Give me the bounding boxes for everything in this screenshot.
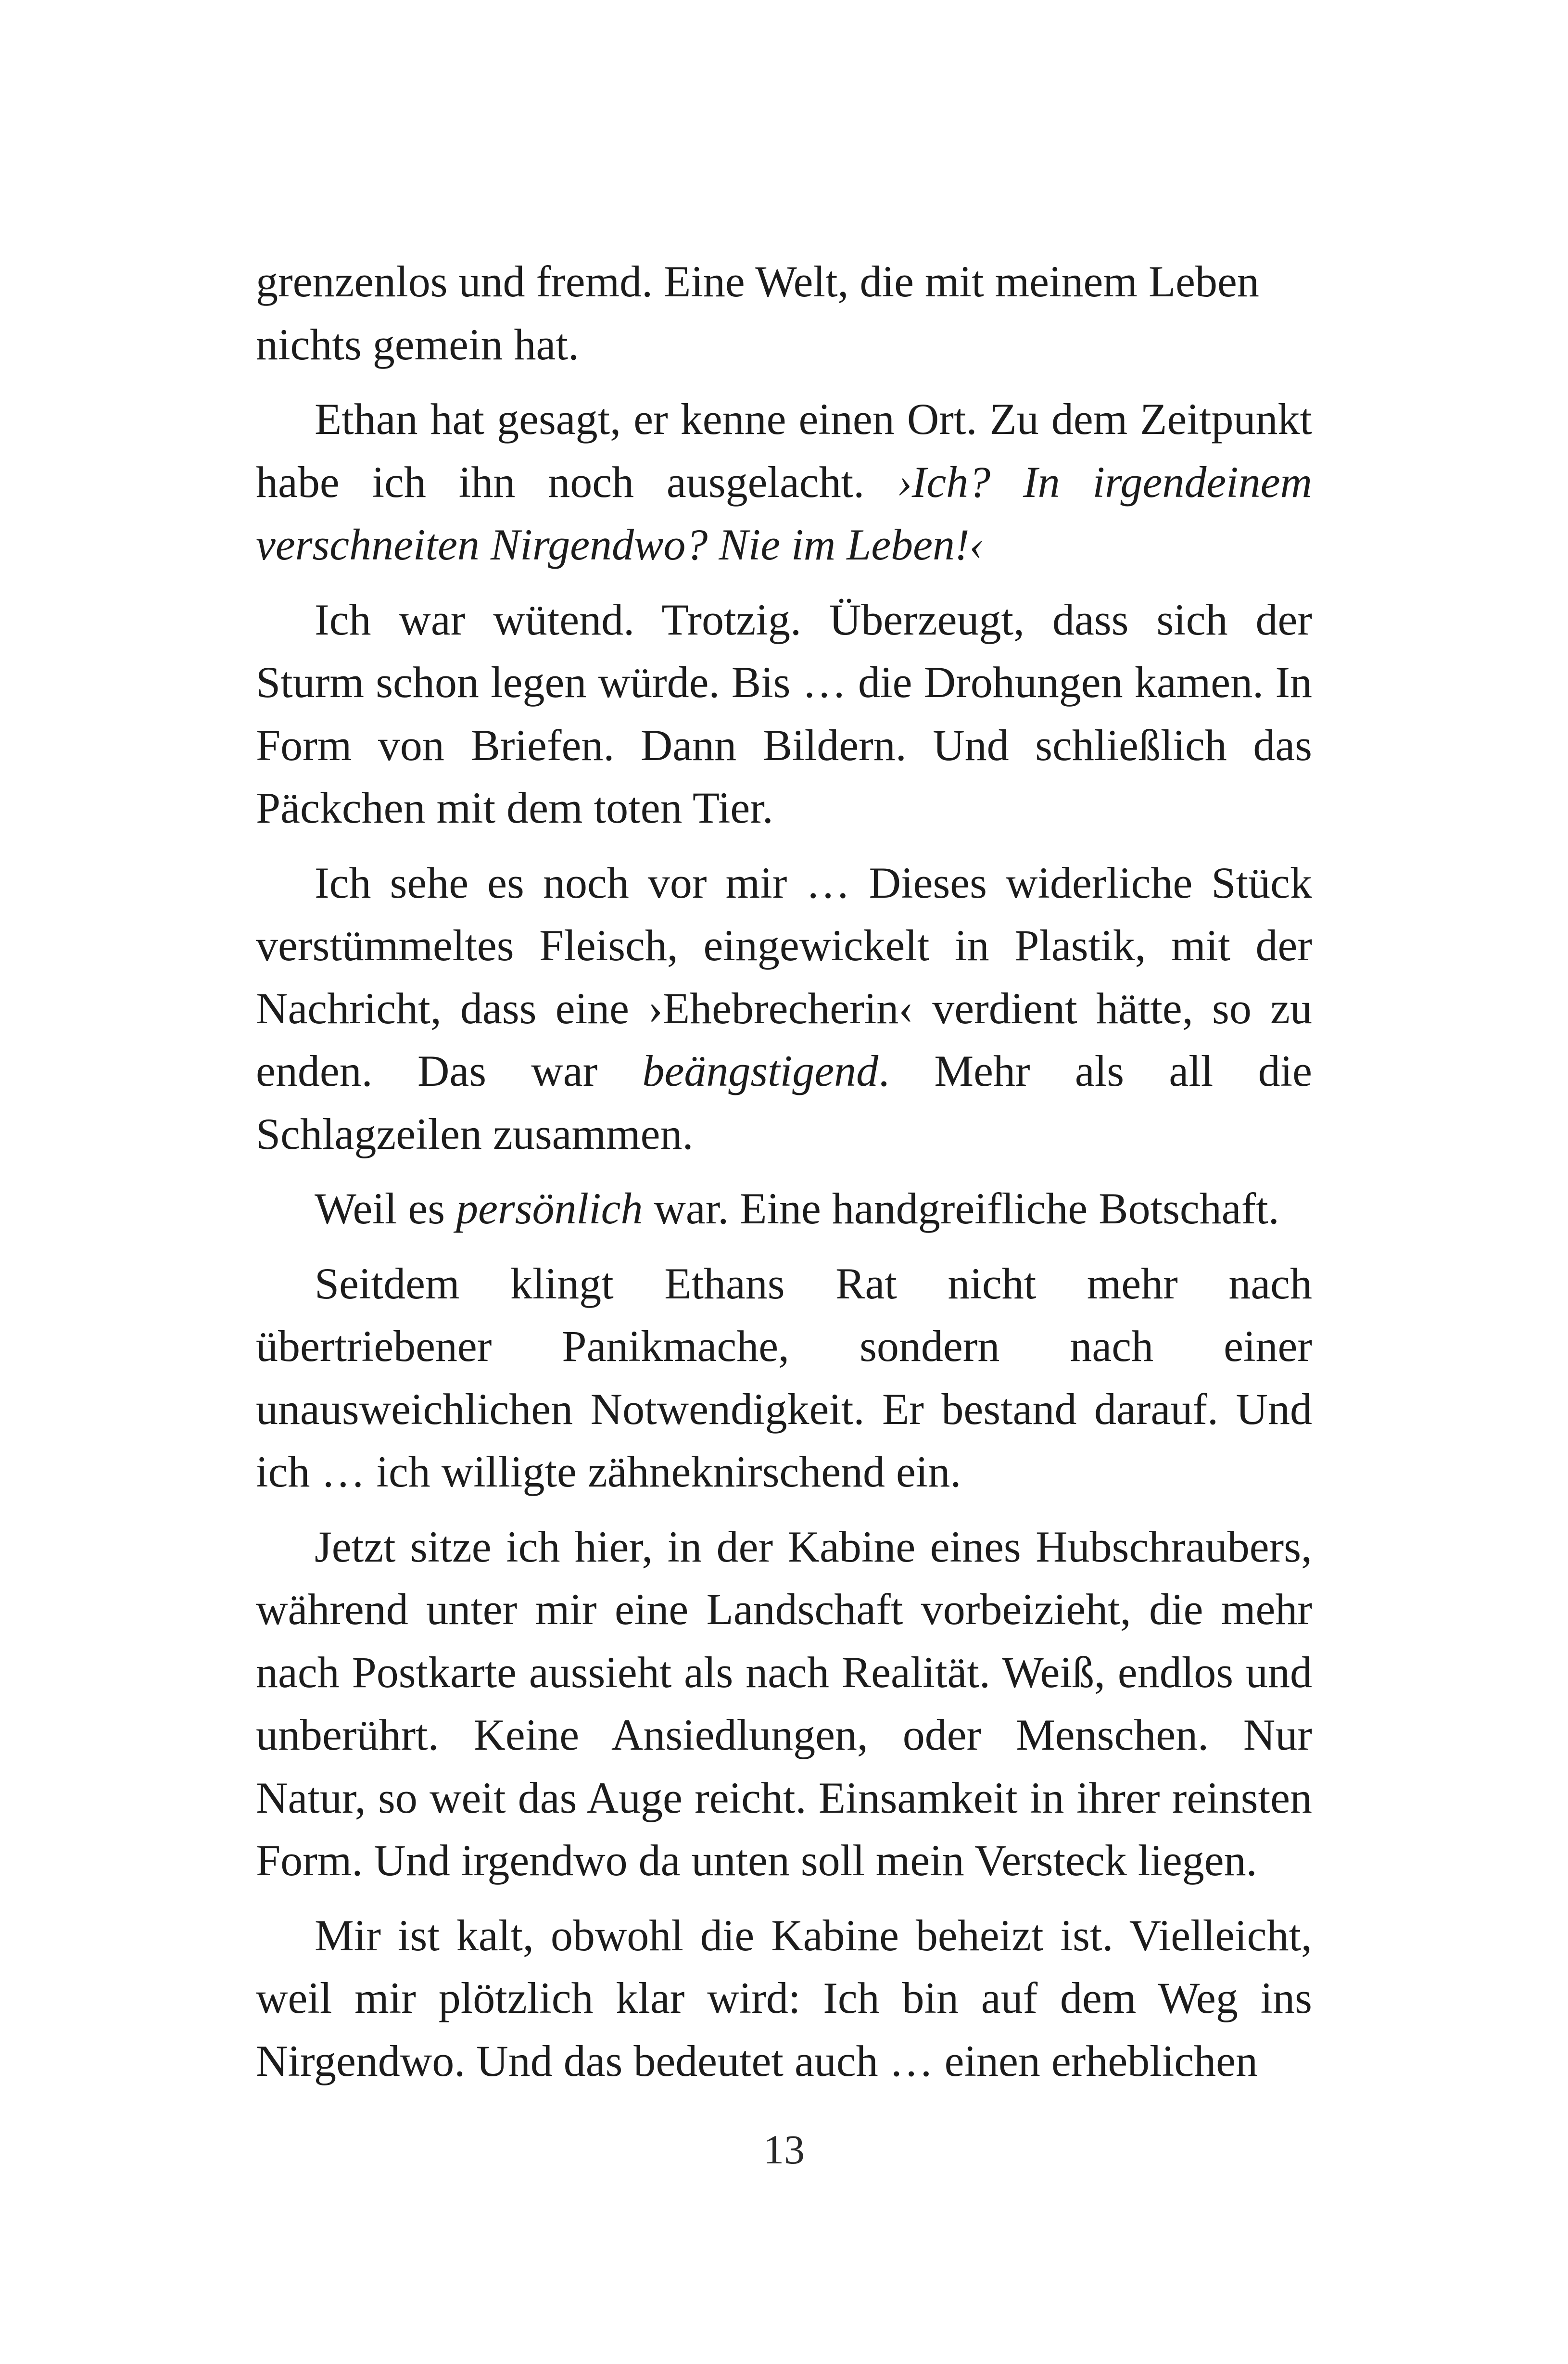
paragraph-4-italic: beängstigend: [642, 1046, 879, 1095]
paragraph-5-italic: persönlich: [456, 1184, 643, 1233]
paragraph-5-text-b: war. Eine handgreifliche Botschaft.: [643, 1184, 1279, 1233]
body-text: [256, 250, 1312, 2092]
paragraph-2-text: Ethan hat gesagt, er kenne einen Ort. Zu dem Zeitpunkt habe ich ihn noch ausgelacht.: [256, 394, 1312, 507]
paragraph-continued: [256, 250, 1312, 376]
paragraph-1-line-1: grenzenlos und fremd. Eine Welt, die mit meinem Leben: [256, 257, 1259, 306]
paragraph-7-text: Jetzt sitze ich hier, in der Kabine eines Hubschraubers, während unter mir eine Landschaft vorbeizieht, die mehr nach Postkarte aussieht als nach Realität. Weiß, endlos und unberührt. Keine Ansiedlungen, oder Menschen. Nur Natur, so weit das Auge reicht. Einsamkeit in ihrer reinsten Form. Und irgendwo da unten soll mein Versteck liegen.: [256, 1522, 1312, 1885]
paragraph: [256, 1904, 1312, 2093]
paragraph-2-italic: ›Ich? In irgendeinem verschneiten Nirgendwo? Nie im Leben!‹: [256, 457, 1312, 569]
paragraph-4-text-b: . Mehr als all die Schlagzeilen zusammen.: [256, 1046, 1312, 1158]
page-number: 13: [763, 2126, 805, 2173]
paragraph-4-text-a: Ich sehe es noch vor mir … Dieses widerliche Stück verstümmeltes Fleisch, eingewickelt in Plastik, mit der Nachricht, dass eine ›Ehebrecherin‹ verdient hätte, so zu enden. Das war: [256, 858, 1312, 1095]
paragraph: [256, 852, 1312, 1166]
paragraph: [256, 388, 1312, 576]
paragraph: [256, 1252, 1312, 1503]
paragraph-3-text: Ich war wütend. Trotzig. Überzeugt, dass sich der Sturm schon legen würde. Bis … die Drohungen kamen. In Form von Briefen. Dann Bildern. Und schließlich das Päckchen mit dem toten Tier.: [256, 595, 1312, 832]
paragraph: [256, 1515, 1312, 1892]
paragraph: [256, 588, 1312, 839]
paragraph-5-text-a: Weil es: [315, 1184, 456, 1233]
paragraph-8-text: Mir ist kalt, obwohl die Kabine beheizt ist. Vielleicht, weil mir plötzlich klar wird: Ich bin auf dem Weg ins Nirgendwo. Und das bedeutet auch … einen erheblichen: [256, 1910, 1312, 2085]
paragraph: [256, 1177, 1312, 1240]
paragraph-1-line-2: nichts gemein hat.: [256, 319, 579, 369]
paragraph-6-text: Seitdem klingt Ethans Rat nicht mehr nach übertriebener Panikmache, sondern nach einer unausweichlichen Notwendigkeit. Er bestand darauf. Und ich … ich willigte zähneknirschend ein.: [256, 1258, 1312, 1496]
